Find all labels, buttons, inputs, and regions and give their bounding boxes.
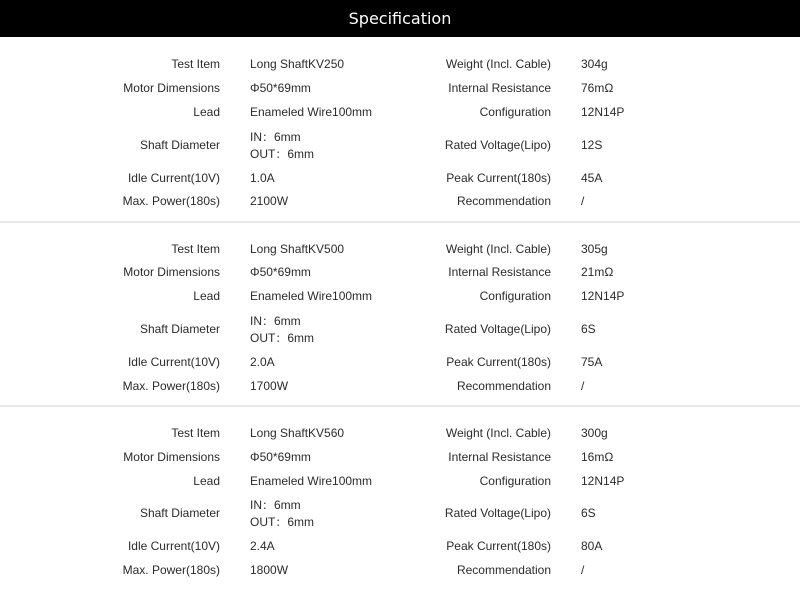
label-internal-resistance: Internal Resistance — [448, 81, 551, 95]
value-lead: Enameled Wire100mm — [250, 474, 373, 488]
value-configuration: 12N14P — [581, 474, 625, 488]
value-peak-current: 75A — [581, 355, 603, 369]
value-lead: Enameled Wire100mm — [250, 289, 373, 303]
value-rated-voltage: 12S — [581, 138, 603, 152]
label-max-power: Max. Power(180s) — [122, 563, 220, 577]
value-max-power: 1700W — [250, 379, 289, 393]
value-recommendation: / — [581, 379, 585, 393]
label-rated-voltage: Rated Voltage(Lipo) — [444, 506, 551, 520]
value-test-item: Long ShaftKV560 — [250, 426, 345, 440]
label-lead: Lead — [193, 474, 220, 488]
value-weight: 305g — [581, 242, 608, 256]
value-recommendation: / — [581, 563, 585, 577]
label-motor-dimensions: Motor Dimensions — [123, 81, 220, 95]
value-weight: 300g — [581, 426, 608, 440]
label-lead: Lead — [193, 289, 220, 303]
value-peak-current: 45A — [581, 171, 603, 185]
label-test-item: Test Item — [171, 426, 220, 440]
label-internal-resistance: Internal Resistance — [448, 265, 551, 279]
label-peak-current: Peak Current(180s) — [446, 355, 551, 369]
value-test-item: Long ShaftKV500 — [250, 242, 345, 256]
label-idle-current: Idle Current(10V) — [127, 539, 220, 553]
label-peak-current: Peak Current(180s) — [446, 539, 551, 553]
label-rated-voltage: Rated Voltage(Lipo) — [444, 322, 551, 336]
value-internal-resistance: 21mΩ — [581, 265, 614, 279]
section-divider — [0, 221, 800, 223]
value-max-power: 1800W — [250, 563, 289, 577]
value-shaft-in: IN：6mm — [250, 314, 301, 328]
label-test-item: Test Item — [171, 57, 220, 71]
value-shaft-out: OUT：6mm — [250, 147, 314, 161]
label-recommendation: Recommendation — [456, 379, 551, 393]
value-shaft-in: IN：6mm — [250, 130, 301, 144]
label-weight: Weight (Incl. Cable) — [445, 242, 551, 256]
value-test-item: Long ShaftKV250 — [250, 57, 345, 71]
label-weight: Weight (Incl. Cable) — [445, 426, 551, 440]
label-shaft-diameter: Shaft Diameter — [139, 322, 220, 336]
value-shaft-out: OUT：6mm — [250, 515, 314, 529]
label-configuration: Configuration — [479, 474, 551, 488]
label-peak-current: Peak Current(180s) — [446, 171, 551, 185]
value-internal-resistance: 76mΩ — [581, 81, 614, 95]
value-peak-current: 80A — [581, 539, 603, 553]
label-configuration: Configuration — [479, 289, 551, 303]
label-lead: Lead — [193, 105, 220, 119]
page-title: Specification — [348, 9, 452, 28]
label-motor-dimensions: Motor Dimensions — [123, 265, 220, 279]
label-idle-current: Idle Current(10V) — [127, 171, 220, 185]
value-motor-dimensions: Φ50*69mm — [250, 450, 311, 464]
value-weight: 304g — [581, 57, 608, 71]
value-lead: Enameled Wire100mm — [250, 105, 373, 119]
value-max-power: 2100W — [250, 194, 289, 208]
value-motor-dimensions: Φ50*69mm — [250, 265, 311, 279]
value-shaft-in: IN：6mm — [250, 498, 301, 512]
value-configuration: 12N14P — [581, 105, 625, 119]
value-configuration: 12N14P — [581, 289, 625, 303]
label-max-power: Max. Power(180s) — [122, 379, 220, 393]
value-idle-current: 2.4A — [250, 539, 275, 553]
label-rated-voltage: Rated Voltage(Lipo) — [444, 138, 551, 152]
label-configuration: Configuration — [479, 105, 551, 119]
label-max-power: Max. Power(180s) — [122, 194, 220, 208]
value-shaft-out: OUT：6mm — [250, 331, 314, 345]
value-internal-resistance: 16mΩ — [581, 450, 614, 464]
value-motor-dimensions: Φ50*69mm — [250, 81, 311, 95]
value-rated-voltage: 6S — [581, 506, 596, 520]
label-idle-current: Idle Current(10V) — [127, 355, 220, 369]
section-divider — [0, 405, 800, 407]
value-rated-voltage: 6S — [581, 322, 596, 336]
label-recommendation: Recommendation — [456, 194, 551, 208]
label-internal-resistance: Internal Resistance — [448, 450, 551, 464]
value-idle-current: 1.0A — [250, 171, 275, 185]
label-recommendation: Recommendation — [456, 563, 551, 577]
label-shaft-diameter: Shaft Diameter — [139, 506, 220, 520]
label-weight: Weight (Incl. Cable) — [445, 57, 551, 71]
label-motor-dimensions: Motor Dimensions — [123, 450, 220, 464]
value-idle-current: 2.0A — [250, 355, 275, 369]
label-test-item: Test Item — [171, 242, 220, 256]
value-recommendation: / — [581, 194, 585, 208]
label-shaft-diameter: Shaft Diameter — [139, 138, 220, 152]
spec-header — [0, 0, 800, 37]
